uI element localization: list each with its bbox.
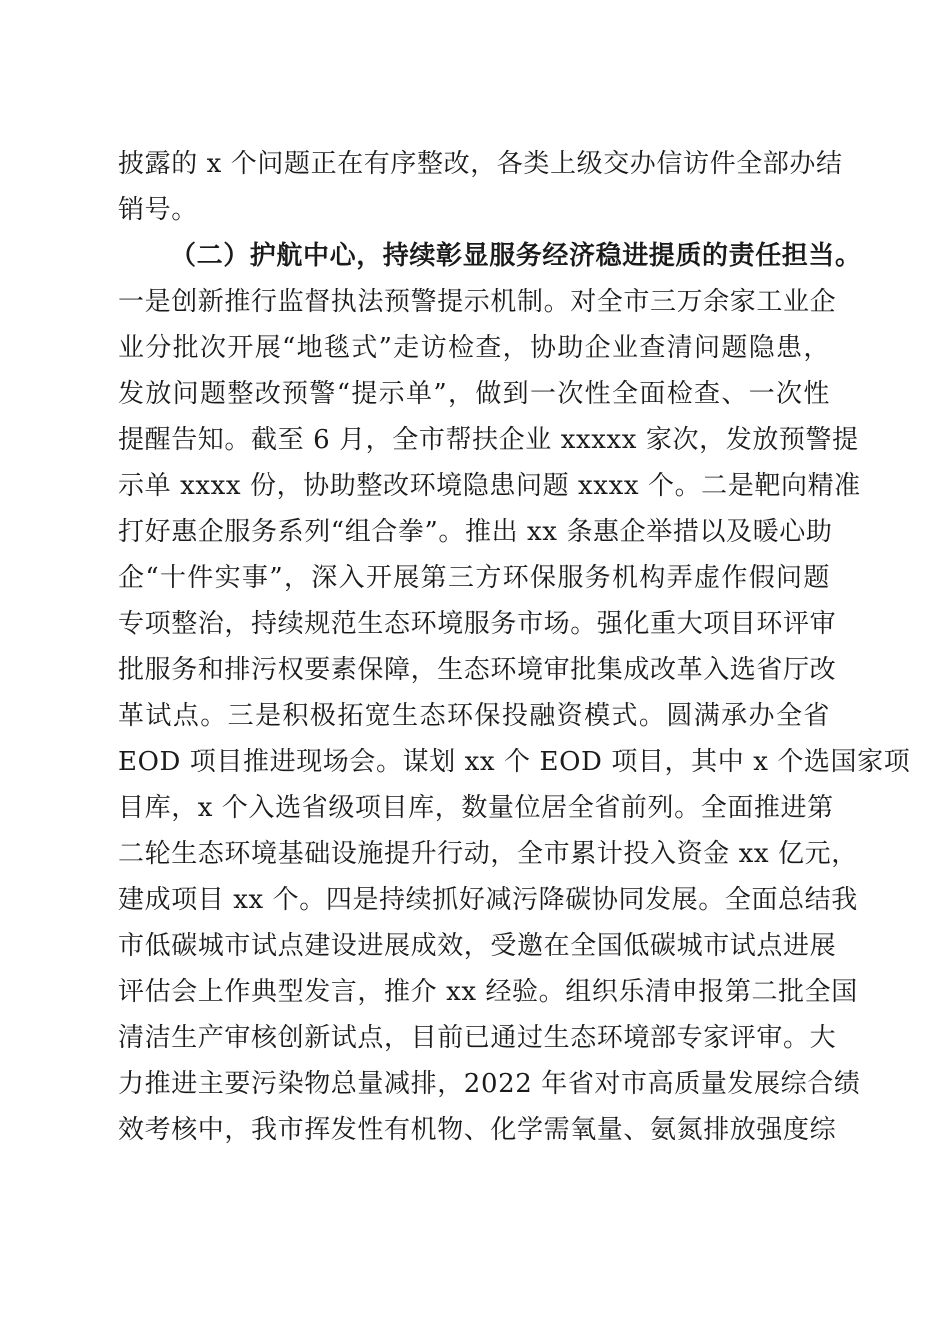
- body-text-line: 销号。: [118, 195, 198, 225]
- body-text-line: 目库，x 个入选省级项目库，数量位居全省前列。全面推进第: [118, 793, 834, 823]
- body-text-line: 清洁生产审核创新试点，目前已通过生态环境部专家评审。大: [118, 1023, 837, 1053]
- body-text-line: 发放问题整改预警“提示单”，做到一次性全面检查、一次性: [118, 379, 830, 409]
- body-text-line: 二轮生态环境基础设施提升行动，全市累计投入资金 xx 亿元，: [118, 839, 858, 869]
- body-text-line: 企“十件实事”，深入开展第三方环保服务机构弄虚作假问题: [118, 563, 830, 593]
- body-text-line: 示单 xxxx 份，协助整改环境隐患问题 xxxx 个。二是靶向精准: [118, 471, 861, 501]
- body-text-line: 业分批次开展“地毯式”走访检查，协助企业查清问题隐患，: [118, 333, 830, 363]
- body-text-line: 市低碳城市试点建设进展成效，受邀在全国低碳城市试点进展: [118, 931, 837, 961]
- body-text-line: 力推进主要污染物总量减排，2022 年省对市高质量发展综合绩: [118, 1069, 861, 1099]
- section-heading: （二）护航中心，持续彰显服务经济稳进提质的责任担当。: [170, 241, 862, 271]
- body-text-line: 专项整治，持续规范生态环境服务市场。强化重大项目环评审: [118, 609, 837, 639]
- body-text-line: 评估会上作典型发言，推介 xx 经验。组织乐清申报第二批全国: [118, 977, 858, 1007]
- body-text-line: 建成项目 xx 个。四是持续抓好减污降碳协同发展。全面总结我: [118, 885, 858, 915]
- body-text-line: EOD 项目推进现场会。谋划 xx 个 EOD 项目，其中 x 个选国家项: [118, 747, 911, 777]
- body-text-line: 提醒告知。截至 6 月，全市帮扶企业 xxxxx 家次，发放预警提: [118, 425, 859, 455]
- body-text-line: 革试点。三是积极拓宽生态环保投融资模式。圆满承办全省: [118, 701, 830, 731]
- body-text-line: 披露的 x 个问题正在有序整改，各类上级交办信访件全部办结: [118, 149, 843, 179]
- body-text-line: 效考核中，我市挥发性有机物、化学需氧量、氨氮排放强度综: [118, 1115, 837, 1145]
- body-text-line: 打好惠企服务系列“组合拳”。推出 xx 条惠企举措以及暖心助: [118, 517, 833, 547]
- body-text-line: 一是创新推行监督执法预警提示机制。对全市三万余家工业企: [118, 287, 837, 317]
- body-text-line: 批服务和排污权要素保障，生态环境审批集成改革入选省厅改: [118, 655, 837, 685]
